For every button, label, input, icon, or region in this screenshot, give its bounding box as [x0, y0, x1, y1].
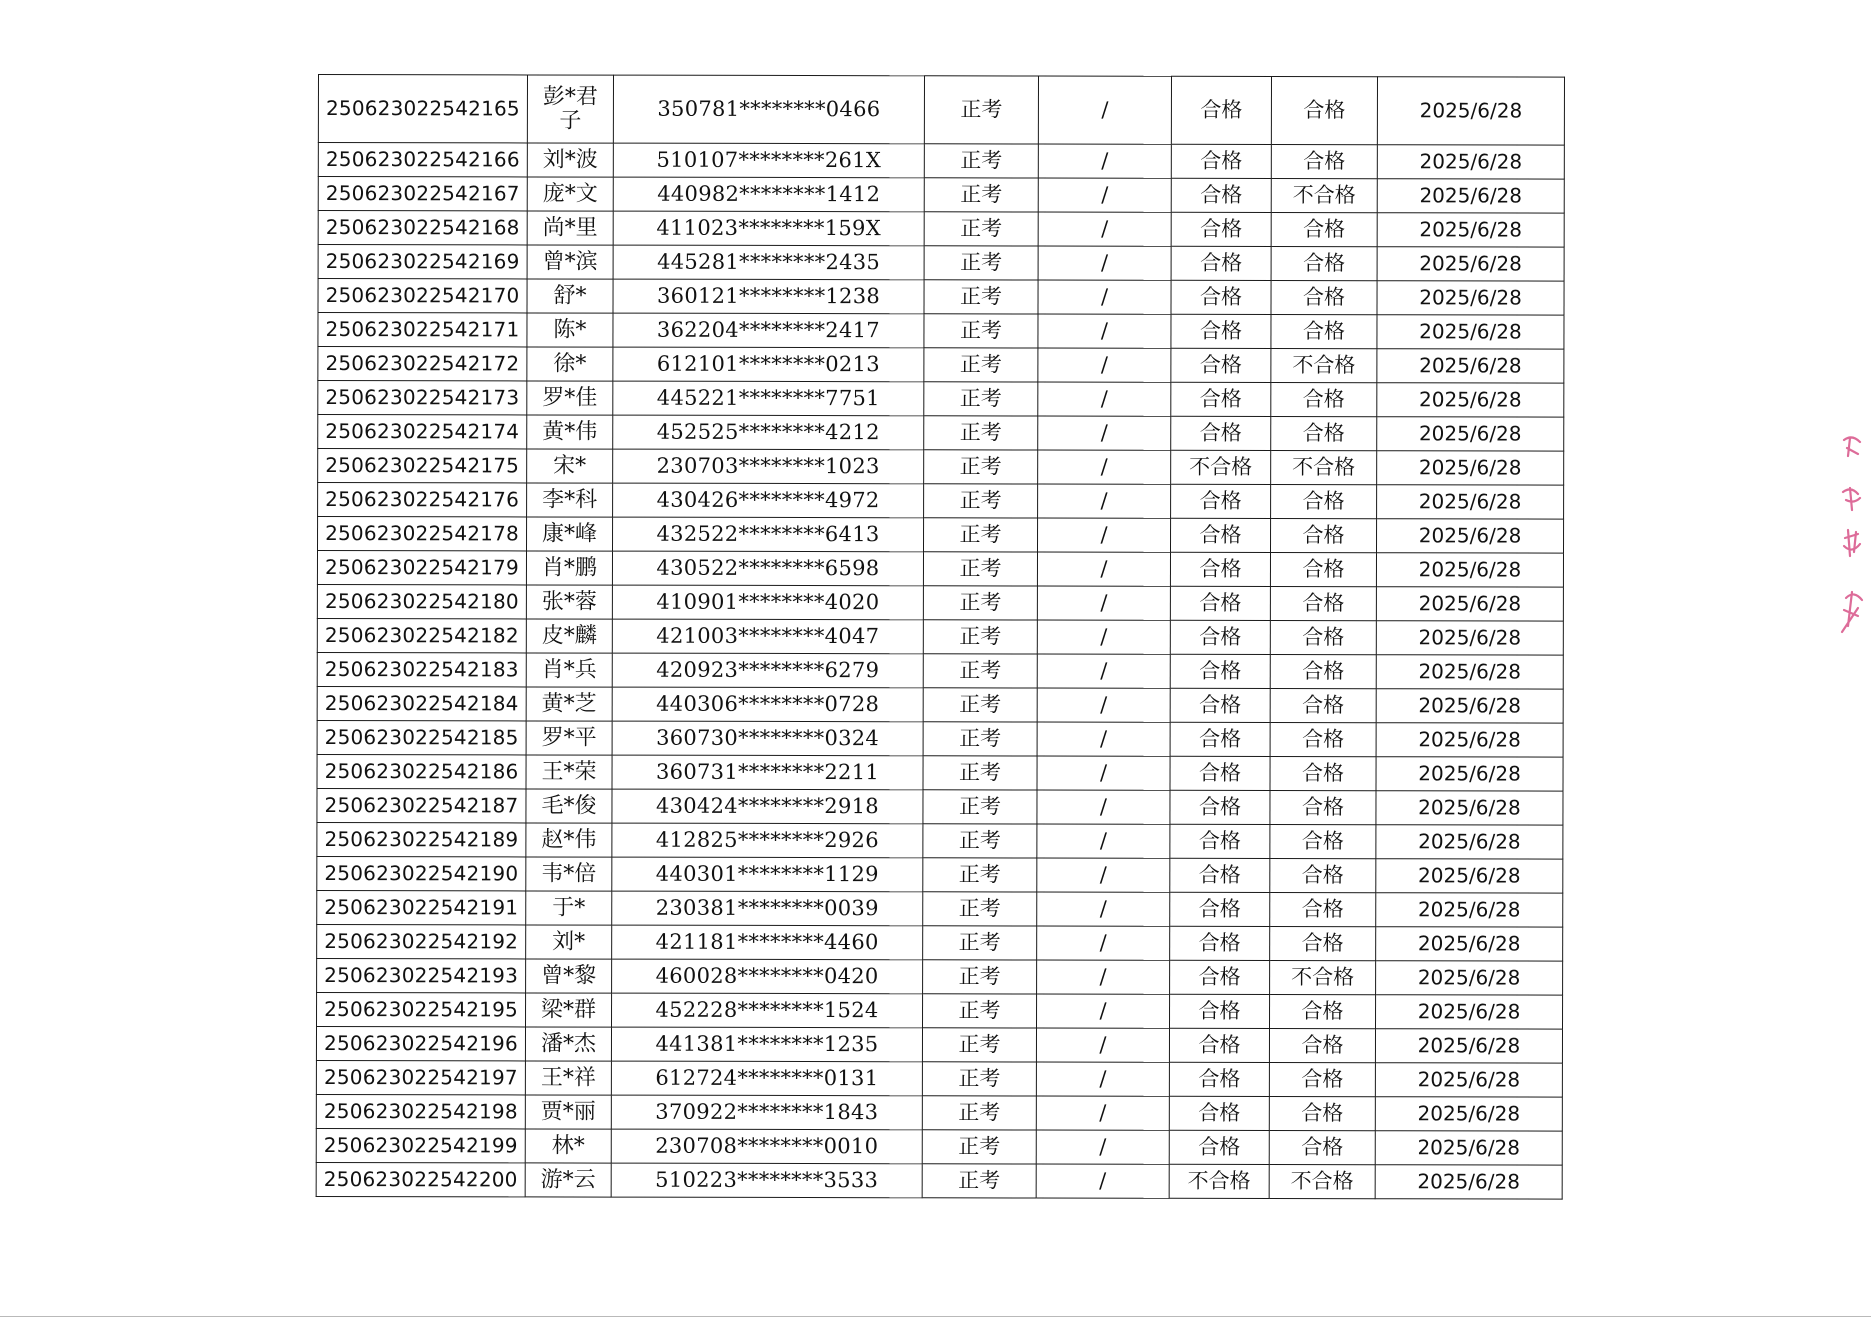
page-footer-rule: [0, 1316, 1871, 1317]
id-number-cell: 445221********7751: [613, 381, 924, 416]
result-two-cell: 合格: [1270, 586, 1376, 620]
table-row: [318, 75, 1564, 146]
exam-date-cell: 2025/6/28: [1376, 587, 1563, 621]
id-number-cell: 421181********4460: [612, 925, 923, 960]
slash-cell: /: [1037, 824, 1170, 858]
registration-number-cell: 250623022542167: [318, 177, 527, 211]
registration-number-cell: 250623022542184: [317, 686, 526, 720]
result-two-cell: 合格: [1270, 654, 1376, 688]
result-two-cell: 合格: [1271, 76, 1377, 144]
id-number-cell: 420923********6279: [612, 653, 923, 688]
exam-type-cell: 正考: [923, 926, 1037, 960]
exam-type-cell: 正考: [924, 76, 1038, 144]
table-row: [317, 822, 1563, 859]
result-one-cell: 合格: [1171, 76, 1271, 144]
exam-type-cell: 正考: [922, 1130, 1036, 1164]
exam-date-cell: 2025/6/28: [1377, 281, 1564, 315]
table-row: [317, 754, 1563, 791]
candidate-name-cell: 毛*俊: [526, 789, 612, 823]
result-one-cell: 合格: [1171, 518, 1271, 552]
result-two-cell: 合格: [1271, 144, 1377, 178]
exam-date-cell: 2025/6/28: [1376, 893, 1563, 927]
candidate-name-cell: 曾*滨: [527, 245, 613, 279]
registration-number-cell: 250623022542180: [317, 584, 526, 618]
result-two-cell: 合格: [1269, 1096, 1375, 1130]
result-one-cell: 合格: [1171, 144, 1271, 178]
candidate-name-cell: 黄*伟: [527, 415, 613, 449]
slash-cell: /: [1037, 552, 1170, 586]
slash-cell: /: [1036, 1130, 1169, 1164]
candidate-name-cell: 罗*平: [526, 721, 612, 755]
result-one-cell: 合格: [1171, 246, 1271, 280]
registration-number-cell: 250623022542165: [318, 75, 527, 143]
exam-date-cell: 2025/6/28: [1377, 383, 1564, 417]
result-one-cell: 合格: [1169, 1130, 1269, 1164]
result-one-cell: 合格: [1171, 416, 1271, 450]
registration-number-cell: 250623022542191: [317, 890, 526, 924]
table-row: [318, 449, 1564, 486]
slash-cell: /: [1038, 484, 1171, 518]
id-number-cell: 432522********6413: [613, 517, 924, 552]
registration-number-cell: 250623022542183: [317, 652, 526, 686]
table-row: [316, 1060, 1562, 1097]
table-row: [318, 143, 1564, 180]
exam-type-cell: 正考: [923, 688, 1037, 722]
exam-date-cell: 2025/6/28: [1376, 723, 1563, 757]
slash-cell: /: [1037, 994, 1170, 1028]
result-one-cell: 合格: [1169, 1096, 1269, 1130]
id-number-cell: 612101********0213: [613, 347, 924, 382]
result-one-cell: 合格: [1170, 858, 1270, 892]
id-number-cell: 360730********0324: [612, 721, 923, 756]
candidate-name-cell: 尚*里: [527, 211, 613, 245]
id-number-cell: 510107********261X: [613, 143, 924, 178]
exam-date-cell: 2025/6/28: [1377, 485, 1564, 519]
slash-cell: /: [1036, 1164, 1169, 1198]
exam-type-cell: 正考: [924, 280, 1038, 314]
result-two-cell: 合格: [1271, 246, 1377, 280]
exam-type-cell: 正考: [923, 756, 1037, 790]
registration-number-cell: 250623022542170: [318, 279, 527, 313]
id-number-cell: 430424********2918: [612, 789, 923, 824]
candidate-name-cell: 黄*芝: [526, 687, 612, 721]
exam-date-cell: 2025/6/28: [1376, 825, 1563, 859]
exam-date-cell: 2025/6/28: [1377, 179, 1564, 213]
slash-cell: /: [1037, 586, 1170, 620]
exam-results-table: [316, 74, 1565, 1200]
result-one-cell: 合格: [1170, 960, 1270, 994]
table-row: [317, 788, 1563, 825]
exam-date-cell: 2025/6/28: [1376, 995, 1563, 1029]
exam-date-cell: 2025/6/28: [1377, 417, 1564, 451]
id-number-cell: 452525********4212: [613, 415, 924, 450]
registration-number-cell: 250623022542172: [318, 347, 527, 381]
result-one-cell: 合格: [1171, 484, 1271, 518]
result-two-cell: 合格: [1270, 892, 1376, 926]
exam-type-cell: 正考: [922, 1096, 1036, 1130]
exam-date-cell: 2025/6/28: [1375, 1165, 1562, 1199]
candidate-name-cell: 罗*佳: [527, 381, 613, 415]
result-two-cell: 合格: [1270, 518, 1376, 552]
candidate-name-cell: 宋*: [527, 449, 613, 483]
result-two-cell: 不合格: [1270, 960, 1376, 994]
result-one-cell: 合格: [1171, 212, 1271, 246]
table-row: [316, 1094, 1562, 1131]
result-one-cell: 合格: [1171, 314, 1271, 348]
table-row: [317, 958, 1563, 995]
registration-number-cell: 250623022542175: [318, 449, 527, 483]
registration-number-cell: 250623022542174: [318, 415, 527, 449]
exam-type-cell: 正考: [922, 1062, 1036, 1096]
id-number-cell: 230708********0010: [611, 1129, 922, 1164]
candidate-name-cell: 刘*波: [527, 143, 613, 177]
registration-number-cell: 250623022542185: [317, 720, 526, 754]
result-one-cell: 合格: [1170, 790, 1270, 824]
slash-cell: /: [1037, 620, 1170, 654]
exam-type-cell: 正考: [923, 858, 1037, 892]
table-row: [317, 618, 1563, 655]
table-row: [316, 1026, 1562, 1063]
registration-number-cell: 250623022542197: [316, 1060, 525, 1094]
table-row: [318, 517, 1564, 554]
slash-cell: /: [1038, 450, 1171, 484]
result-one-cell: 合格: [1169, 1028, 1269, 1062]
registration-number-cell: 250623022542193: [317, 958, 526, 992]
exam-date-cell: 2025/6/28: [1377, 213, 1564, 247]
result-two-cell: 合格: [1270, 994, 1376, 1028]
id-number-cell: 510223********3533: [611, 1163, 922, 1198]
candidate-name-cell: 肖*鹏: [526, 551, 612, 585]
registration-number-cell: 250623022542190: [317, 856, 526, 890]
slash-cell: /: [1037, 790, 1170, 824]
table-row: [317, 890, 1563, 927]
exam-date-cell: 2025/6/28: [1377, 145, 1564, 179]
slash-cell: /: [1038, 518, 1171, 552]
table-row: [317, 992, 1563, 1029]
result-two-cell: 合格: [1270, 790, 1376, 824]
table-row: [317, 686, 1563, 723]
id-number-cell: 452228********1524: [612, 993, 923, 1028]
slash-cell: /: [1036, 1062, 1169, 1096]
candidate-name-cell: 王*荣: [526, 755, 612, 789]
registration-number-cell: 250623022542173: [318, 381, 527, 415]
result-two-cell: 合格: [1269, 1130, 1375, 1164]
slash-cell: /: [1038, 178, 1171, 212]
slash-cell: /: [1038, 212, 1171, 246]
table-row: [317, 584, 1563, 621]
table-row: [318, 211, 1564, 248]
candidate-name-cell: 刘*: [526, 925, 612, 959]
id-number-cell: 430426********4972: [613, 483, 924, 518]
result-two-cell: 合格: [1270, 552, 1376, 586]
exam-type-cell: 正考: [924, 144, 1038, 178]
result-one-cell: 合格: [1170, 722, 1270, 756]
exam-date-cell: 2025/6/28: [1376, 791, 1563, 825]
slash-cell: /: [1038, 280, 1171, 314]
table-row: [318, 313, 1564, 350]
exam-type-cell: 正考: [924, 178, 1038, 212]
slash-cell: /: [1038, 76, 1171, 144]
result-two-cell: 合格: [1270, 756, 1376, 790]
result-one-cell: 不合格: [1169, 1164, 1269, 1198]
exam-type-cell: 正考: [924, 416, 1038, 450]
result-two-cell: 合格: [1271, 314, 1377, 348]
candidate-name-cell: 李*科: [527, 483, 613, 517]
table-row: [318, 245, 1564, 282]
result-one-cell: 合格: [1170, 892, 1270, 926]
slash-cell: /: [1038, 416, 1171, 450]
result-two-cell: 合格: [1270, 722, 1376, 756]
registration-number-cell: 250623022542192: [317, 924, 526, 958]
exam-type-cell: 正考: [924, 484, 1038, 518]
exam-type-cell: 正考: [923, 552, 1037, 586]
candidate-name-cell: 于*: [526, 891, 612, 925]
exam-type-cell: 正考: [922, 1164, 1036, 1198]
id-number-cell: 440301********1129: [612, 857, 923, 892]
slash-cell: /: [1038, 382, 1171, 416]
exam-type-cell: 正考: [923, 654, 1037, 688]
id-number-cell: 440306********0728: [612, 687, 923, 722]
exam-date-cell: 2025/6/28: [1375, 1029, 1562, 1063]
exam-date-cell: 2025/6/28: [1376, 519, 1563, 553]
result-two-cell: 不合格: [1271, 348, 1377, 382]
result-one-cell: 合格: [1170, 620, 1270, 654]
slash-cell: /: [1037, 858, 1170, 892]
candidate-name-cell: 潘*杰: [525, 1027, 611, 1061]
candidate-name-cell: 林*: [525, 1129, 611, 1163]
id-number-cell: 430522********6598: [612, 551, 923, 586]
table-row: [318, 347, 1564, 384]
table-row: [318, 177, 1564, 214]
id-number-cell: 460028********0420: [612, 959, 923, 994]
exam-type-cell: 正考: [924, 382, 1038, 416]
candidate-name-cell: 庞*文: [527, 177, 613, 211]
exam-date-cell: 2025/6/28: [1376, 757, 1563, 791]
table-body: [316, 75, 1564, 1200]
slash-cell: /: [1038, 348, 1171, 382]
exam-type-cell: 正考: [923, 892, 1037, 926]
exam-date-cell: 2025/6/28: [1376, 621, 1563, 655]
id-number-cell: 230381********0039: [612, 891, 923, 926]
result-two-cell: 合格: [1270, 688, 1376, 722]
exam-type-cell: 正考: [924, 314, 1038, 348]
candidate-name-cell: 游*云: [525, 1163, 611, 1197]
table-row: [318, 381, 1564, 418]
result-two-cell: 合格: [1270, 926, 1376, 960]
candidate-name-cell: 赵*伟: [526, 823, 612, 857]
table-row: [317, 720, 1563, 757]
result-two-cell: 合格: [1270, 620, 1376, 654]
registration-number-cell: 250623022542200: [316, 1162, 525, 1196]
table-row: [317, 924, 1563, 961]
table-row: [316, 1128, 1562, 1165]
exam-date-cell: 2025/6/28: [1376, 859, 1563, 893]
registration-number-cell: 250623022542199: [316, 1128, 525, 1162]
exam-date-cell: 2025/6/28: [1377, 451, 1564, 485]
result-one-cell: 合格: [1169, 1062, 1269, 1096]
registration-number-cell: 250623022542187: [317, 788, 526, 822]
exam-date-cell: 2025/6/28: [1376, 927, 1563, 961]
table-row: [318, 483, 1564, 520]
exam-date-cell: 2025/6/28: [1376, 553, 1563, 587]
id-number-cell: 230703********1023: [613, 449, 924, 484]
result-one-cell: 合格: [1170, 654, 1270, 688]
result-one-cell: 合格: [1170, 586, 1270, 620]
slash-cell: /: [1037, 926, 1170, 960]
result-two-cell: 不合格: [1271, 450, 1377, 484]
result-one-cell: 合格: [1170, 756, 1270, 790]
slash-cell: /: [1036, 1028, 1169, 1062]
exam-date-cell: 2025/6/28: [1377, 77, 1564, 145]
exam-type-cell: 正考: [924, 518, 1038, 552]
exam-type-cell: 正考: [923, 620, 1037, 654]
slash-cell: /: [1037, 722, 1170, 756]
result-two-cell: 合格: [1270, 824, 1376, 858]
table-row: [317, 856, 1563, 893]
candidate-name-cell: 陈*: [527, 313, 613, 347]
registration-number-cell: 250623022542166: [318, 143, 527, 177]
exam-date-cell: 2025/6/28: [1377, 247, 1564, 281]
exam-type-cell: 正考: [924, 348, 1038, 382]
slash-cell: /: [1037, 756, 1170, 790]
result-two-cell: 合格: [1271, 484, 1377, 518]
exam-type-cell: 正考: [924, 450, 1038, 484]
id-number-cell: 421003********4047: [612, 619, 923, 654]
id-number-cell: 411023********159X: [613, 211, 924, 246]
slash-cell: /: [1038, 144, 1171, 178]
result-two-cell: 合格: [1270, 858, 1376, 892]
table-row: [318, 279, 1564, 316]
candidate-name-cell: 康*峰: [527, 517, 613, 551]
candidate-name-cell: 徐*: [527, 347, 613, 381]
result-two-cell: 合格: [1271, 416, 1377, 450]
exam-date-cell: 2025/6/28: [1377, 349, 1564, 383]
result-one-cell: 合格: [1170, 926, 1270, 960]
registration-number-cell: 250623022542189: [317, 822, 526, 856]
result-one-cell: 合格: [1171, 382, 1271, 416]
exam-type-cell: 正考: [922, 1028, 1036, 1062]
red-seal-stamp-fragment: [1838, 430, 1866, 645]
slash-cell: /: [1038, 246, 1171, 280]
exam-date-cell: 2025/6/28: [1375, 1097, 1562, 1131]
exam-type-cell: 正考: [924, 246, 1038, 280]
exam-type-cell: 正考: [923, 586, 1037, 620]
id-number-cell: 441381********1235: [611, 1027, 922, 1062]
registration-number-cell: 250623022542198: [316, 1094, 525, 1128]
candidate-name-cell: 梁*群: [526, 993, 612, 1027]
registration-number-cell: 250623022542182: [317, 618, 526, 652]
exam-date-cell: 2025/6/28: [1377, 315, 1564, 349]
candidate-name-cell: 皮*麟: [526, 619, 612, 653]
id-number-cell: 412825********2926: [612, 823, 923, 858]
table-row: [317, 551, 1563, 588]
registration-number-cell: 250623022542176: [318, 483, 527, 517]
table-row: [316, 1162, 1562, 1199]
exam-date-cell: 2025/6/28: [1375, 1063, 1562, 1097]
result-two-cell: 合格: [1271, 280, 1377, 314]
candidate-name-cell: 舒*: [527, 279, 613, 313]
result-two-cell: 不合格: [1271, 178, 1377, 212]
result-two-cell: 不合格: [1269, 1164, 1375, 1198]
exam-type-cell: 正考: [924, 212, 1038, 246]
candidate-name-cell: 王*祥: [525, 1061, 611, 1095]
result-two-cell: 合格: [1271, 382, 1377, 416]
result-two-cell: 合格: [1269, 1028, 1375, 1062]
registration-number-cell: 250623022542168: [318, 211, 527, 245]
candidate-name-cell: 张*蓉: [526, 585, 612, 619]
exam-date-cell: 2025/6/28: [1376, 655, 1563, 689]
registration-number-cell: 250623022542178: [318, 517, 527, 551]
result-two-cell: 合格: [1271, 212, 1377, 246]
slash-cell: /: [1037, 892, 1170, 926]
exam-date-cell: 2025/6/28: [1376, 961, 1563, 995]
exam-type-cell: 正考: [923, 722, 1037, 756]
registration-number-cell: 250623022542179: [317, 551, 526, 585]
id-number-cell: 350781********0466: [613, 75, 924, 144]
candidate-name-cell: 肖*兵: [526, 653, 612, 687]
slash-cell: /: [1037, 960, 1170, 994]
result-two-cell: 合格: [1269, 1062, 1375, 1096]
result-one-cell: 合格: [1170, 552, 1270, 586]
registration-number-cell: 250623022542186: [317, 754, 526, 788]
table-row: [317, 652, 1563, 689]
id-number-cell: 360731********2211: [612, 755, 923, 790]
exam-type-cell: 正考: [923, 994, 1037, 1028]
table-row: [318, 415, 1564, 452]
candidate-name-cell: 彭*君子: [527, 75, 613, 143]
id-number-cell: 360121********1238: [613, 279, 924, 314]
candidate-name-cell: 韦*倍: [526, 857, 612, 891]
id-number-cell: 440982********1412: [613, 177, 924, 212]
result-one-cell: 合格: [1171, 280, 1271, 314]
result-one-cell: 合格: [1170, 688, 1270, 722]
exam-type-cell: 正考: [923, 790, 1037, 824]
candidate-name-cell: 贾*丽: [525, 1095, 611, 1129]
id-number-cell: 410901********4020: [612, 585, 923, 620]
candidate-name-cell: 曾*黎: [526, 959, 612, 993]
slash-cell: /: [1037, 688, 1170, 722]
exam-date-cell: 2025/6/28: [1376, 689, 1563, 723]
result-one-cell: 不合格: [1171, 450, 1271, 484]
exam-type-cell: 正考: [923, 824, 1037, 858]
registration-number-cell: 250623022542169: [318, 245, 527, 279]
exam-date-cell: 2025/6/28: [1375, 1131, 1562, 1165]
slash-cell: /: [1038, 314, 1171, 348]
exam-type-cell: 正考: [923, 960, 1037, 994]
slash-cell: /: [1037, 654, 1170, 688]
registration-number-cell: 250623022542196: [316, 1026, 525, 1060]
result-one-cell: 合格: [1170, 824, 1270, 858]
result-one-cell: 合格: [1171, 348, 1271, 382]
id-number-cell: 362204********2417: [613, 313, 924, 348]
id-number-cell: 370922********1843: [611, 1095, 922, 1130]
result-one-cell: 合格: [1171, 178, 1271, 212]
id-number-cell: 445281********2435: [613, 245, 924, 280]
id-number-cell: 612724********0131: [611, 1061, 922, 1096]
slash-cell: /: [1036, 1096, 1169, 1130]
registration-number-cell: 250623022542195: [317, 992, 526, 1026]
result-one-cell: 合格: [1170, 994, 1270, 1028]
registration-number-cell: 250623022542171: [318, 313, 527, 347]
